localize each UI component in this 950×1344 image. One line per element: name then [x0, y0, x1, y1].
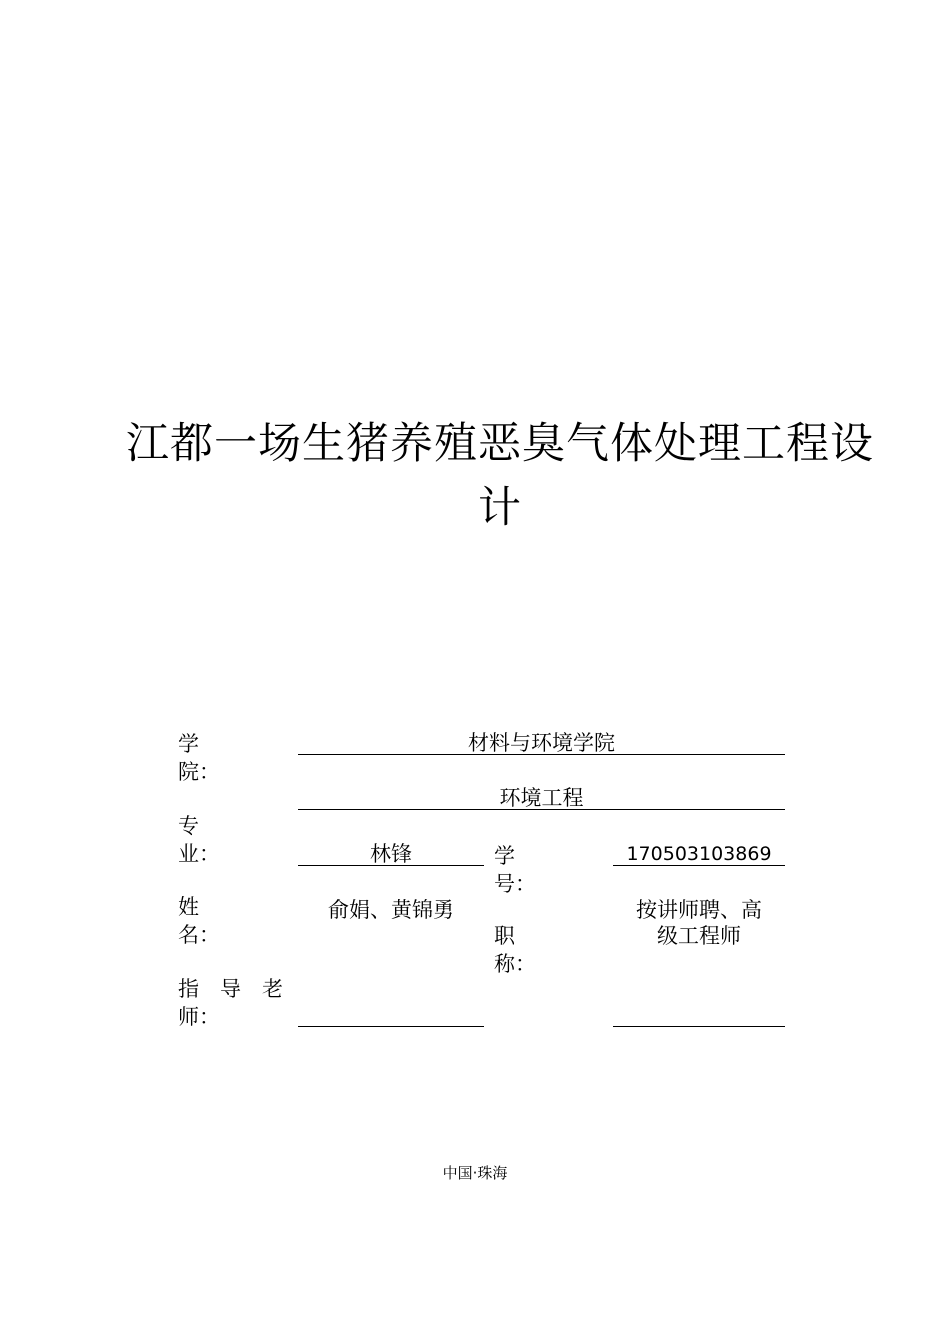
college-label-line1: 学 — [178, 732, 199, 756]
title-rank-value-line2: 级工程师 — [657, 924, 741, 948]
advisor-underline — [298, 1026, 484, 1027]
name-label-line1: 姓 — [178, 895, 199, 919]
advisor-label-line1: 指 导 老 — [178, 977, 283, 1001]
name-underline — [298, 865, 484, 866]
document-title: 江都一场生猪养殖恶臭气体处理工程设计 — [126, 419, 874, 533]
student-id-label-line1: 学 — [494, 844, 515, 868]
college-underline — [298, 754, 785, 755]
major-label-line1: 专 — [178, 814, 199, 838]
student-id-label-line2: 号： — [494, 872, 536, 896]
name-label-line2: 名： — [178, 923, 220, 947]
student-id-value: 170503103869 — [626, 843, 772, 865]
student-id-underline — [613, 865, 785, 866]
title-rank-value-line1: 按讲师聘、高 — [636, 898, 762, 922]
title-rank-underline — [613, 1026, 785, 1027]
college-value: 材料与环境学院 — [468, 731, 615, 755]
title-rank-label-line2: 称： — [494, 952, 536, 976]
major-label-line2: 业： — [178, 842, 220, 866]
name-value: 林锋 — [370, 842, 412, 866]
advisor-value: 俞娟、黄锦勇 — [328, 898, 454, 922]
college-label-line2: 院： — [178, 760, 220, 784]
title-rank-label-line1: 职 — [494, 924, 515, 948]
footer-location: 中国·珠海 — [442, 1164, 508, 1182]
advisor-label-line2: 师： — [178, 1005, 220, 1029]
major-underline — [298, 809, 785, 810]
major-value: 环境工程 — [499, 786, 584, 810]
